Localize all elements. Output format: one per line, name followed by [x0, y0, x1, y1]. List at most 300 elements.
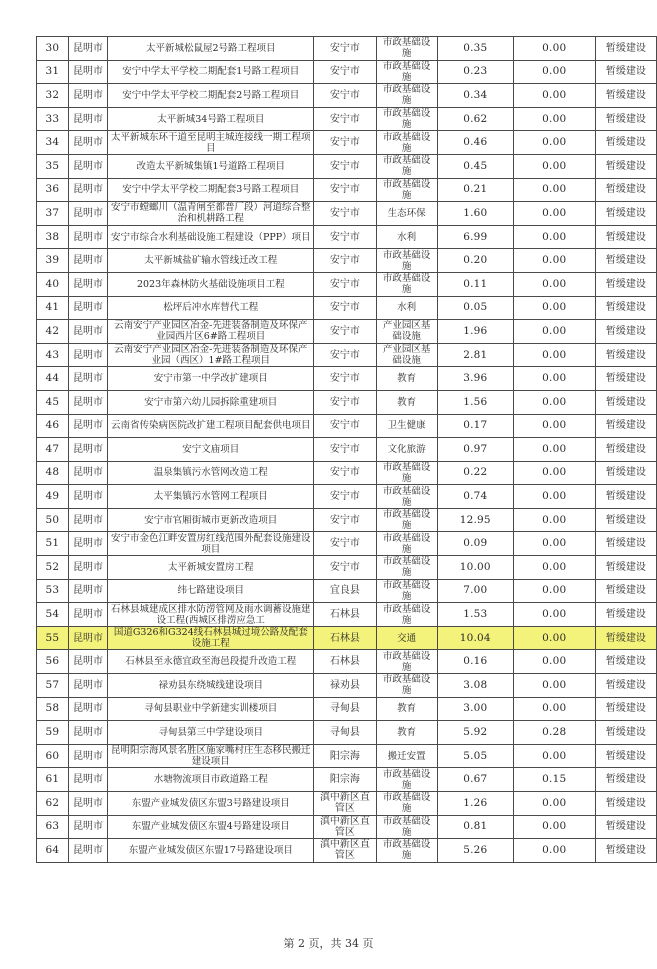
project-name: 松坪后冲水库替代工程 — [108, 296, 314, 320]
table-row — [37, 721, 657, 745]
paid-cell: 0.00 — [513, 60, 595, 84]
table-row — [37, 744, 657, 768]
county-cell: 滇中新区直管区 — [314, 792, 376, 816]
county-cell: 安宁市 — [314, 438, 376, 462]
amount-cell: 0.97 — [437, 438, 513, 462]
amount-cell: 2.81 — [437, 343, 513, 367]
table-row — [37, 390, 657, 414]
status-cell: 暂缓建设 — [595, 508, 656, 532]
city-cell: 昆明市 — [68, 390, 108, 414]
city-cell: 昆明市 — [68, 225, 108, 249]
city-cell: 昆明市 — [68, 178, 108, 202]
category-cell: 市政基础设施 — [376, 272, 437, 296]
category-cell: 市政基础设施 — [376, 815, 437, 839]
category-cell: 产业园区基础设施 — [376, 320, 437, 344]
status-cell: 暂缓建设 — [595, 37, 656, 61]
category-cell: 教育 — [376, 697, 437, 721]
table-row — [37, 532, 657, 556]
table-row — [37, 178, 657, 202]
row-number: 46 — [37, 414, 69, 438]
row-number: 40 — [37, 272, 69, 296]
status-cell: 暂缓建设 — [595, 603, 656, 627]
city-cell: 昆明市 — [68, 815, 108, 839]
table-row — [37, 650, 657, 674]
table-row — [37, 249, 657, 273]
status-cell: 暂缓建设 — [595, 414, 656, 438]
amount-cell: 3.08 — [437, 674, 513, 698]
status-cell: 暂缓建设 — [595, 792, 656, 816]
row-number: 54 — [37, 603, 69, 627]
table-row — [37, 84, 657, 108]
row-number: 60 — [37, 744, 69, 768]
county-cell: 安宁市 — [314, 461, 376, 485]
amount-cell: 7.00 — [437, 579, 513, 603]
amount-cell: 0.34 — [437, 84, 513, 108]
row-number: 53 — [37, 579, 69, 603]
category-cell: 市政基础设施 — [376, 556, 437, 580]
table-row — [37, 60, 657, 84]
county-cell: 禄劝县 — [314, 674, 376, 698]
amount-cell: 3.96 — [437, 367, 513, 391]
category-cell: 市政基础设施 — [376, 839, 437, 863]
project-name: 安宁中学太平学校二期配套3号路工程项目 — [108, 178, 314, 202]
city-cell: 昆明市 — [68, 697, 108, 721]
amount-cell: 0.11 — [437, 272, 513, 296]
row-number: 62 — [37, 792, 69, 816]
county-cell: 安宁市 — [314, 84, 376, 108]
city-cell: 昆明市 — [68, 367, 108, 391]
category-cell: 市政基础设施 — [376, 674, 437, 698]
county-cell: 安宁市 — [314, 367, 376, 391]
amount-cell: 0.81 — [437, 815, 513, 839]
table-row — [37, 556, 657, 580]
category-cell: 教育 — [376, 367, 437, 391]
paid-cell: 0.00 — [513, 296, 595, 320]
table-row — [37, 154, 657, 178]
amount-cell: 1.96 — [437, 320, 513, 344]
county-cell: 安宁市 — [314, 202, 376, 226]
project-name: 东盟产业城发债区东盟4号路建设项目 — [108, 815, 314, 839]
project-name: 寻甸县职业中学新建实训楼项目 — [108, 697, 314, 721]
county-cell: 安宁市 — [314, 37, 376, 61]
county-cell: 安宁市 — [314, 508, 376, 532]
category-cell: 市政基础设施 — [376, 485, 437, 509]
category-cell: 市政基础设施 — [376, 60, 437, 84]
project-name: 太平新城盐矿输水管线迁改工程 — [108, 249, 314, 273]
paid-cell: 0.00 — [513, 202, 595, 226]
category-cell: 教育 — [376, 390, 437, 414]
table-row — [37, 579, 657, 603]
category-cell: 市政基础设施 — [376, 154, 437, 178]
county-cell: 石林县 — [314, 650, 376, 674]
amount-cell: 5.05 — [437, 744, 513, 768]
status-cell: 暂缓建设 — [595, 202, 656, 226]
paid-cell: 0.00 — [513, 249, 595, 273]
paid-cell: 0.00 — [513, 438, 595, 462]
county-cell: 石林县 — [314, 603, 376, 627]
paid-cell: 0.00 — [513, 485, 595, 509]
status-cell: 暂缓建设 — [595, 650, 656, 674]
city-cell: 昆明市 — [68, 461, 108, 485]
status-cell: 暂缓建设 — [595, 107, 656, 131]
city-cell: 昆明市 — [68, 154, 108, 178]
county-cell: 安宁市 — [314, 107, 376, 131]
paid-cell: 0.00 — [513, 603, 595, 627]
category-cell: 市政基础设施 — [376, 650, 437, 674]
county-cell: 滇中新区直管区 — [314, 815, 376, 839]
project-name: 国道G326和G324线石林县城过境公路及配套设施工程 — [108, 626, 314, 650]
amount-cell: 0.21 — [437, 178, 513, 202]
status-cell: 暂缓建设 — [595, 815, 656, 839]
status-cell: 暂缓建设 — [595, 485, 656, 509]
county-cell: 安宁市 — [314, 556, 376, 580]
paid-cell: 0.00 — [513, 650, 595, 674]
project-name: 云南省传染病医院改扩建工程项目配套供电项目 — [108, 414, 314, 438]
city-cell: 昆明市 — [68, 131, 108, 155]
amount-cell: 10.00 — [437, 556, 513, 580]
row-number: 63 — [37, 815, 69, 839]
row-number: 39 — [37, 249, 69, 273]
table-row — [37, 815, 657, 839]
row-number: 58 — [37, 697, 69, 721]
paid-cell: 0.00 — [513, 272, 595, 296]
project-name: 太平新城34号路工程项目 — [108, 107, 314, 131]
table-row — [37, 674, 657, 698]
project-name: 石林县至永德宜政至海邑段提升改造工程 — [108, 650, 314, 674]
table-row — [37, 414, 657, 438]
row-number: 43 — [37, 343, 69, 367]
paid-cell: 0.00 — [513, 343, 595, 367]
row-number: 32 — [37, 84, 69, 108]
project-name: 云南安宁产业园区冶金-先进装备制造及环保产业园（西区）1#路工程项目 — [108, 343, 314, 367]
table-row — [37, 343, 657, 367]
county-cell: 阳宗海 — [314, 768, 376, 792]
city-cell: 昆明市 — [68, 37, 108, 61]
project-name: 水塘物流项目市政道路工程 — [108, 768, 314, 792]
paid-cell: 0.00 — [513, 579, 595, 603]
amount-cell: 0.74 — [437, 485, 513, 509]
paid-cell: 0.00 — [513, 225, 595, 249]
paid-cell: 0.00 — [513, 107, 595, 131]
city-cell: 昆明市 — [68, 272, 108, 296]
table-row — [37, 508, 657, 532]
project-name: 昆明阳宗海风景名胜区施家嘴村庄生态移民搬迁建设项目 — [108, 744, 314, 768]
category-cell: 市政基础设施 — [376, 461, 437, 485]
status-cell: 暂缓建设 — [595, 272, 656, 296]
category-cell: 市政基础设施 — [376, 603, 437, 627]
project-name: 太平新城安置房工程 — [108, 556, 314, 580]
paid-cell: 0.15 — [513, 768, 595, 792]
row-number: 64 — [37, 839, 69, 863]
paid-cell: 0.00 — [513, 792, 595, 816]
table-row — [37, 768, 657, 792]
city-cell: 昆明市 — [68, 202, 108, 226]
status-cell: 暂缓建设 — [595, 768, 656, 792]
row-number: 34 — [37, 131, 69, 155]
table-row — [37, 131, 657, 155]
table-row — [37, 603, 657, 627]
county-cell: 滇中新区直管区 — [314, 839, 376, 863]
status-cell: 暂缓建设 — [595, 225, 656, 249]
paid-cell: 0.00 — [513, 154, 595, 178]
row-number: 33 — [37, 107, 69, 131]
status-cell: 暂缓建设 — [595, 839, 656, 863]
row-number: 47 — [37, 438, 69, 462]
city-cell: 昆明市 — [68, 744, 108, 768]
amount-cell: 0.62 — [437, 107, 513, 131]
paid-cell: 0.00 — [513, 674, 595, 698]
city-cell: 昆明市 — [68, 603, 108, 627]
table-row — [37, 626, 657, 650]
county-cell: 安宁市 — [314, 532, 376, 556]
project-name: 安宁文庙项目 — [108, 438, 314, 462]
status-cell: 暂缓建设 — [595, 744, 656, 768]
county-cell: 寻甸县 — [314, 721, 376, 745]
project-name: 石林县城建成区排水防涝管网及雨水调蓄设施建设工程(西城区排涝应急工 — [108, 603, 314, 627]
row-number: 38 — [37, 225, 69, 249]
project-name: 2023年森林防火基础设施项目工程 — [108, 272, 314, 296]
city-cell: 昆明市 — [68, 839, 108, 863]
row-number: 42 — [37, 320, 69, 344]
city-cell: 昆明市 — [68, 556, 108, 580]
city-cell: 昆明市 — [68, 414, 108, 438]
row-number: 52 — [37, 556, 69, 580]
city-cell: 昆明市 — [68, 768, 108, 792]
project-name: 安宁市综合水利基础设施工程建设（PPP）项目 — [108, 225, 314, 249]
amount-cell: 0.17 — [437, 414, 513, 438]
category-cell: 市政基础设施 — [376, 84, 437, 108]
table-row — [37, 202, 657, 226]
paid-cell: 0.00 — [513, 815, 595, 839]
row-number: 36 — [37, 178, 69, 202]
county-cell: 安宁市 — [314, 296, 376, 320]
status-cell: 暂缓建设 — [595, 178, 656, 202]
amount-cell: 3.00 — [437, 697, 513, 721]
county-cell: 安宁市 — [314, 390, 376, 414]
status-cell: 暂缓建设 — [595, 131, 656, 155]
row-number: 48 — [37, 461, 69, 485]
city-cell: 昆明市 — [68, 485, 108, 509]
row-number: 56 — [37, 650, 69, 674]
amount-cell: 1.56 — [437, 390, 513, 414]
table-row — [37, 839, 657, 863]
city-cell: 昆明市 — [68, 721, 108, 745]
category-cell: 市政基础设施 — [376, 178, 437, 202]
category-cell: 市政基础设施 — [376, 131, 437, 155]
status-cell: 暂缓建设 — [595, 579, 656, 603]
paid-cell: 0.00 — [513, 390, 595, 414]
row-number: 51 — [37, 532, 69, 556]
county-cell: 石林县 — [314, 626, 376, 650]
amount-cell: 10.04 — [437, 626, 513, 650]
amount-cell: 0.16 — [437, 650, 513, 674]
category-cell: 市政基础设施 — [376, 579, 437, 603]
county-cell: 安宁市 — [314, 178, 376, 202]
status-cell: 暂缓建设 — [595, 674, 656, 698]
project-name: 云南安宁产业园区冶金-先进装备制造及环保产业园西片区6#路工程项目 — [108, 320, 314, 344]
city-cell: 昆明市 — [68, 532, 108, 556]
county-cell: 安宁市 — [314, 225, 376, 249]
paid-cell: 0.00 — [513, 461, 595, 485]
paid-cell: 0.00 — [513, 626, 595, 650]
paid-cell: 0.00 — [513, 744, 595, 768]
city-cell: 昆明市 — [68, 296, 108, 320]
category-cell: 市政基础设施 — [376, 249, 437, 273]
amount-cell: 0.45 — [437, 154, 513, 178]
row-number: 61 — [37, 768, 69, 792]
city-cell: 昆明市 — [68, 650, 108, 674]
county-cell: 安宁市 — [314, 343, 376, 367]
city-cell: 昆明市 — [68, 60, 108, 84]
status-cell: 暂缓建设 — [595, 343, 656, 367]
county-cell: 安宁市 — [314, 485, 376, 509]
project-name: 太平新城东环干道至昆明主城连接线一期工程项目 — [108, 131, 314, 155]
status-cell: 暂缓建设 — [595, 154, 656, 178]
category-cell: 生态环保 — [376, 202, 437, 226]
project-name: 太平新城松鼠屋2号路工程项目 — [108, 37, 314, 61]
row-number: 50 — [37, 508, 69, 532]
row-number: 59 — [37, 721, 69, 745]
county-cell: 安宁市 — [314, 414, 376, 438]
project-name: 东盟产业城发债区东盟3号路建设项目 — [108, 792, 314, 816]
row-number: 41 — [37, 296, 69, 320]
project-name: 安宁中学太平学校二期配套1号路工程项目 — [108, 60, 314, 84]
project-name: 安宁市螳螂川（温青闸至都普厂段）河道综合整治和机耕路工程 — [108, 202, 314, 226]
table-row — [37, 438, 657, 462]
status-cell: 暂缓建设 — [595, 532, 656, 556]
paid-cell: 0.00 — [513, 84, 595, 108]
category-cell: 产业园区基础设施 — [376, 343, 437, 367]
category-cell: 水利 — [376, 296, 437, 320]
category-cell: 市政基础设施 — [376, 37, 437, 61]
category-cell: 文化旅游 — [376, 438, 437, 462]
amount-cell: 1.26 — [437, 792, 513, 816]
city-cell: 昆明市 — [68, 626, 108, 650]
amount-cell: 5.92 — [437, 721, 513, 745]
table-row — [37, 107, 657, 131]
project-name: 安宁市第一中学改扩建项目 — [108, 367, 314, 391]
status-cell: 暂缓建设 — [595, 556, 656, 580]
amount-cell: 1.60 — [437, 202, 513, 226]
amount-cell: 0.05 — [437, 296, 513, 320]
city-cell: 昆明市 — [68, 508, 108, 532]
category-cell: 市政基础设施 — [376, 508, 437, 532]
table-row — [37, 485, 657, 509]
row-number: 35 — [37, 154, 69, 178]
project-name: 安宁市金色江畔安置房红线范围外配套设施建设项目 — [108, 532, 314, 556]
category-cell: 卫生健康 — [376, 414, 437, 438]
county-cell: 安宁市 — [314, 272, 376, 296]
project-name: 禄劝县东绕城线建设项目 — [108, 674, 314, 698]
category-cell: 搬迁安置 — [376, 744, 437, 768]
amount-cell: 6.99 — [437, 225, 513, 249]
row-number: 55 — [37, 626, 69, 650]
amount-cell: 0.67 — [437, 768, 513, 792]
project-name: 改造太平新城集镇1号道路工程项目 — [108, 154, 314, 178]
row-number: 49 — [37, 485, 69, 509]
paid-cell: 0.00 — [513, 131, 595, 155]
table-row — [37, 792, 657, 816]
county-cell: 安宁市 — [314, 131, 376, 155]
table-row — [37, 697, 657, 721]
paid-cell: 0.00 — [513, 508, 595, 532]
paid-cell: 0.00 — [513, 532, 595, 556]
city-cell: 昆明市 — [68, 249, 108, 273]
status-cell: 暂缓建设 — [595, 249, 656, 273]
paid-cell: 0.00 — [513, 697, 595, 721]
project-name: 东盟产业城发债区东盟17号路建设项目 — [108, 839, 314, 863]
row-number: 45 — [37, 390, 69, 414]
table-row — [37, 461, 657, 485]
category-cell: 市政基础设施 — [376, 532, 437, 556]
city-cell: 昆明市 — [68, 343, 108, 367]
amount-cell: 1.53 — [437, 603, 513, 627]
county-cell: 安宁市 — [314, 249, 376, 273]
paid-cell: 0.00 — [513, 414, 595, 438]
project-name: 太平集镇污水管网工程项目 — [108, 485, 314, 509]
category-cell: 水利 — [376, 225, 437, 249]
status-cell: 暂缓建设 — [595, 721, 656, 745]
project-name: 寻甸县第三中学建设项目 — [108, 721, 314, 745]
category-cell: 市政基础设施 — [376, 792, 437, 816]
county-cell: 寻甸县 — [314, 697, 376, 721]
paid-cell: 0.00 — [513, 556, 595, 580]
amount-cell: 5.26 — [437, 839, 513, 863]
status-cell: 暂缓建设 — [595, 320, 656, 344]
paid-cell: 0.00 — [513, 367, 595, 391]
project-name: 安宁中学太平学校二期配套2号路工程项目 — [108, 84, 314, 108]
status-cell: 暂缓建设 — [595, 438, 656, 462]
table-row — [37, 320, 657, 344]
category-cell: 市政基础设施 — [376, 768, 437, 792]
category-cell: 交通 — [376, 626, 437, 650]
county-cell: 安宁市 — [314, 320, 376, 344]
project-name: 纬七路建设项目 — [108, 579, 314, 603]
status-cell: 暂缓建设 — [595, 296, 656, 320]
row-number: 57 — [37, 674, 69, 698]
status-cell: 暂缓建设 — [595, 84, 656, 108]
status-cell: 暂缓建设 — [595, 60, 656, 84]
paid-cell: 0.00 — [513, 839, 595, 863]
county-cell: 安宁市 — [314, 154, 376, 178]
county-cell: 安宁市 — [314, 60, 376, 84]
project-name: 安宁市官厢街城市更新改造项目 — [108, 508, 314, 532]
status-cell: 暂缓建设 — [595, 697, 656, 721]
status-cell: 暂缓建设 — [595, 367, 656, 391]
table-row — [37, 367, 657, 391]
row-number: 31 — [37, 60, 69, 84]
city-cell: 昆明市 — [68, 438, 108, 462]
paid-cell: 0.00 — [513, 178, 595, 202]
amount-cell: 0.23 — [437, 60, 513, 84]
table-row — [37, 37, 657, 61]
city-cell: 昆明市 — [68, 792, 108, 816]
amount-cell: 0.35 — [437, 37, 513, 61]
status-cell: 暂缓建设 — [595, 461, 656, 485]
city-cell: 昆明市 — [68, 84, 108, 108]
table-row — [37, 272, 657, 296]
county-cell: 阳宗海 — [314, 744, 376, 768]
table-row — [37, 296, 657, 320]
paid-cell: 0.00 — [513, 37, 595, 61]
amount-cell: 0.20 — [437, 249, 513, 273]
table-body — [37, 37, 657, 863]
amount-cell: 12.95 — [437, 508, 513, 532]
amount-cell: 0.46 — [437, 131, 513, 155]
paid-cell: 0.00 — [513, 320, 595, 344]
status-cell: 暂缓建设 — [595, 626, 656, 650]
city-cell: 昆明市 — [68, 320, 108, 344]
